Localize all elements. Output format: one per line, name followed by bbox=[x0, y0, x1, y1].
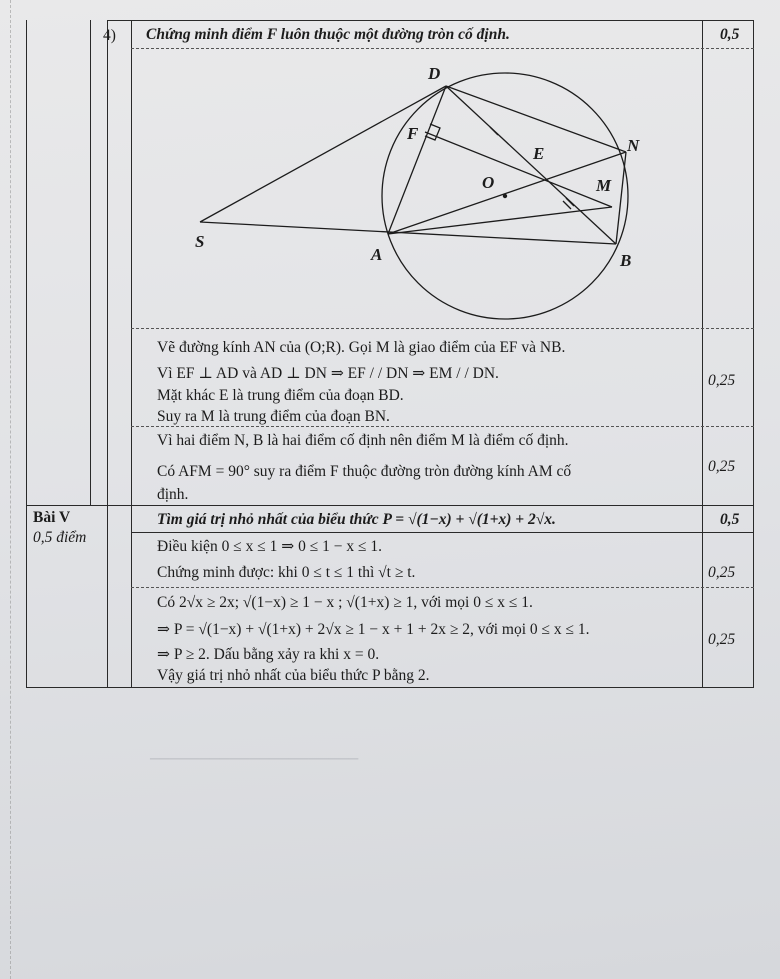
bai5-step2-line4: Vậy giá trị nhỏ nhất của biểu thức P bằng 2. bbox=[157, 667, 430, 684]
label-o: O bbox=[482, 173, 495, 192]
bai5-step1-line1: Điều kiện 0 ≤ x ≤ 1 ⇒ 0 ≤ 1 − x ≤ 1. bbox=[157, 538, 382, 555]
bai5-step2-score: 0,25 bbox=[708, 631, 736, 648]
part4-heading-score: 0,5 bbox=[720, 26, 740, 43]
part4-step1-line1: Vẽ đường kính AN của (O;R). Gọi M là giao điểm của EF và NB. bbox=[157, 339, 566, 356]
bai5-step1-score: 0,25 bbox=[708, 564, 736, 581]
bai5-step2-line1: Có 2√x ≥ 2x; √(1−x) ≥ 1 − x ; √(1+x) ≥ 1, với mọi 0 ≤ x ≤ 1. bbox=[157, 594, 533, 611]
label-d: D bbox=[428, 64, 441, 83]
bai5-heading: Tìm giá trị nhỏ nhất của biểu thức P = √(1−x) + √(1+x) + 2√x. bbox=[157, 511, 556, 528]
label-a: A bbox=[371, 245, 383, 264]
part4-step2-line2: Có AFM = 90° suy ra điểm F thuộc đường tròn đường kính AM cố bbox=[157, 463, 572, 480]
bai5-step2-line2: ⇒ P = √(1−x) + √(1+x) + 2√x ≥ 1 − x + 1 + 2x ≥ 2, với mọi 0 ≤ x ≤ 1. bbox=[157, 621, 590, 638]
bai5-points: 0,5 điểm bbox=[33, 529, 87, 546]
label-n: N bbox=[627, 136, 640, 155]
part4-step2-line1: Vì hai điểm N, B là hai điểm cố định nên điểm M là điểm cố định. bbox=[157, 432, 569, 449]
part4-step1-line2: Vì EF ⊥ AD và AD ⊥ DN ⇒ EF / / DN ⇒ EM / / DN. bbox=[157, 365, 499, 382]
bleed-through-text: ───────────────────── bbox=[150, 752, 359, 767]
bai5-step1-line2: Chứng minh được: khi 0 ≤ t ≤ 1 thì √t ≥ t. bbox=[157, 564, 416, 581]
bai5-title: Bài V bbox=[33, 509, 71, 526]
bai5-heading-score: 0,5 bbox=[720, 511, 740, 528]
label-m: M bbox=[596, 176, 612, 195]
part-number: 4) bbox=[103, 27, 116, 44]
page-edge bbox=[0, 0, 11, 979]
bai5-step2-line3: ⇒ P ≥ 2. Dấu bằng xảy ra khi x = 0. bbox=[157, 646, 380, 663]
part4-heading: Chứng minh điểm F luôn thuộc một đường tròn cố định. bbox=[146, 26, 510, 43]
label-e: E bbox=[533, 144, 545, 163]
part4-step1-line4: Suy ra M là trung điểm của đoạn BN. bbox=[157, 408, 390, 425]
part4-step2-line3: định. bbox=[157, 486, 189, 503]
label-s: S bbox=[195, 232, 205, 251]
part4-step1-line3: Mặt khác E là trung điểm của đoạn BD. bbox=[157, 387, 404, 404]
label-b: B bbox=[620, 251, 632, 270]
part4-step2-score: 0,25 bbox=[708, 458, 736, 475]
label-f: F bbox=[407, 124, 419, 143]
part4-step1-score: 0,25 bbox=[708, 372, 736, 389]
